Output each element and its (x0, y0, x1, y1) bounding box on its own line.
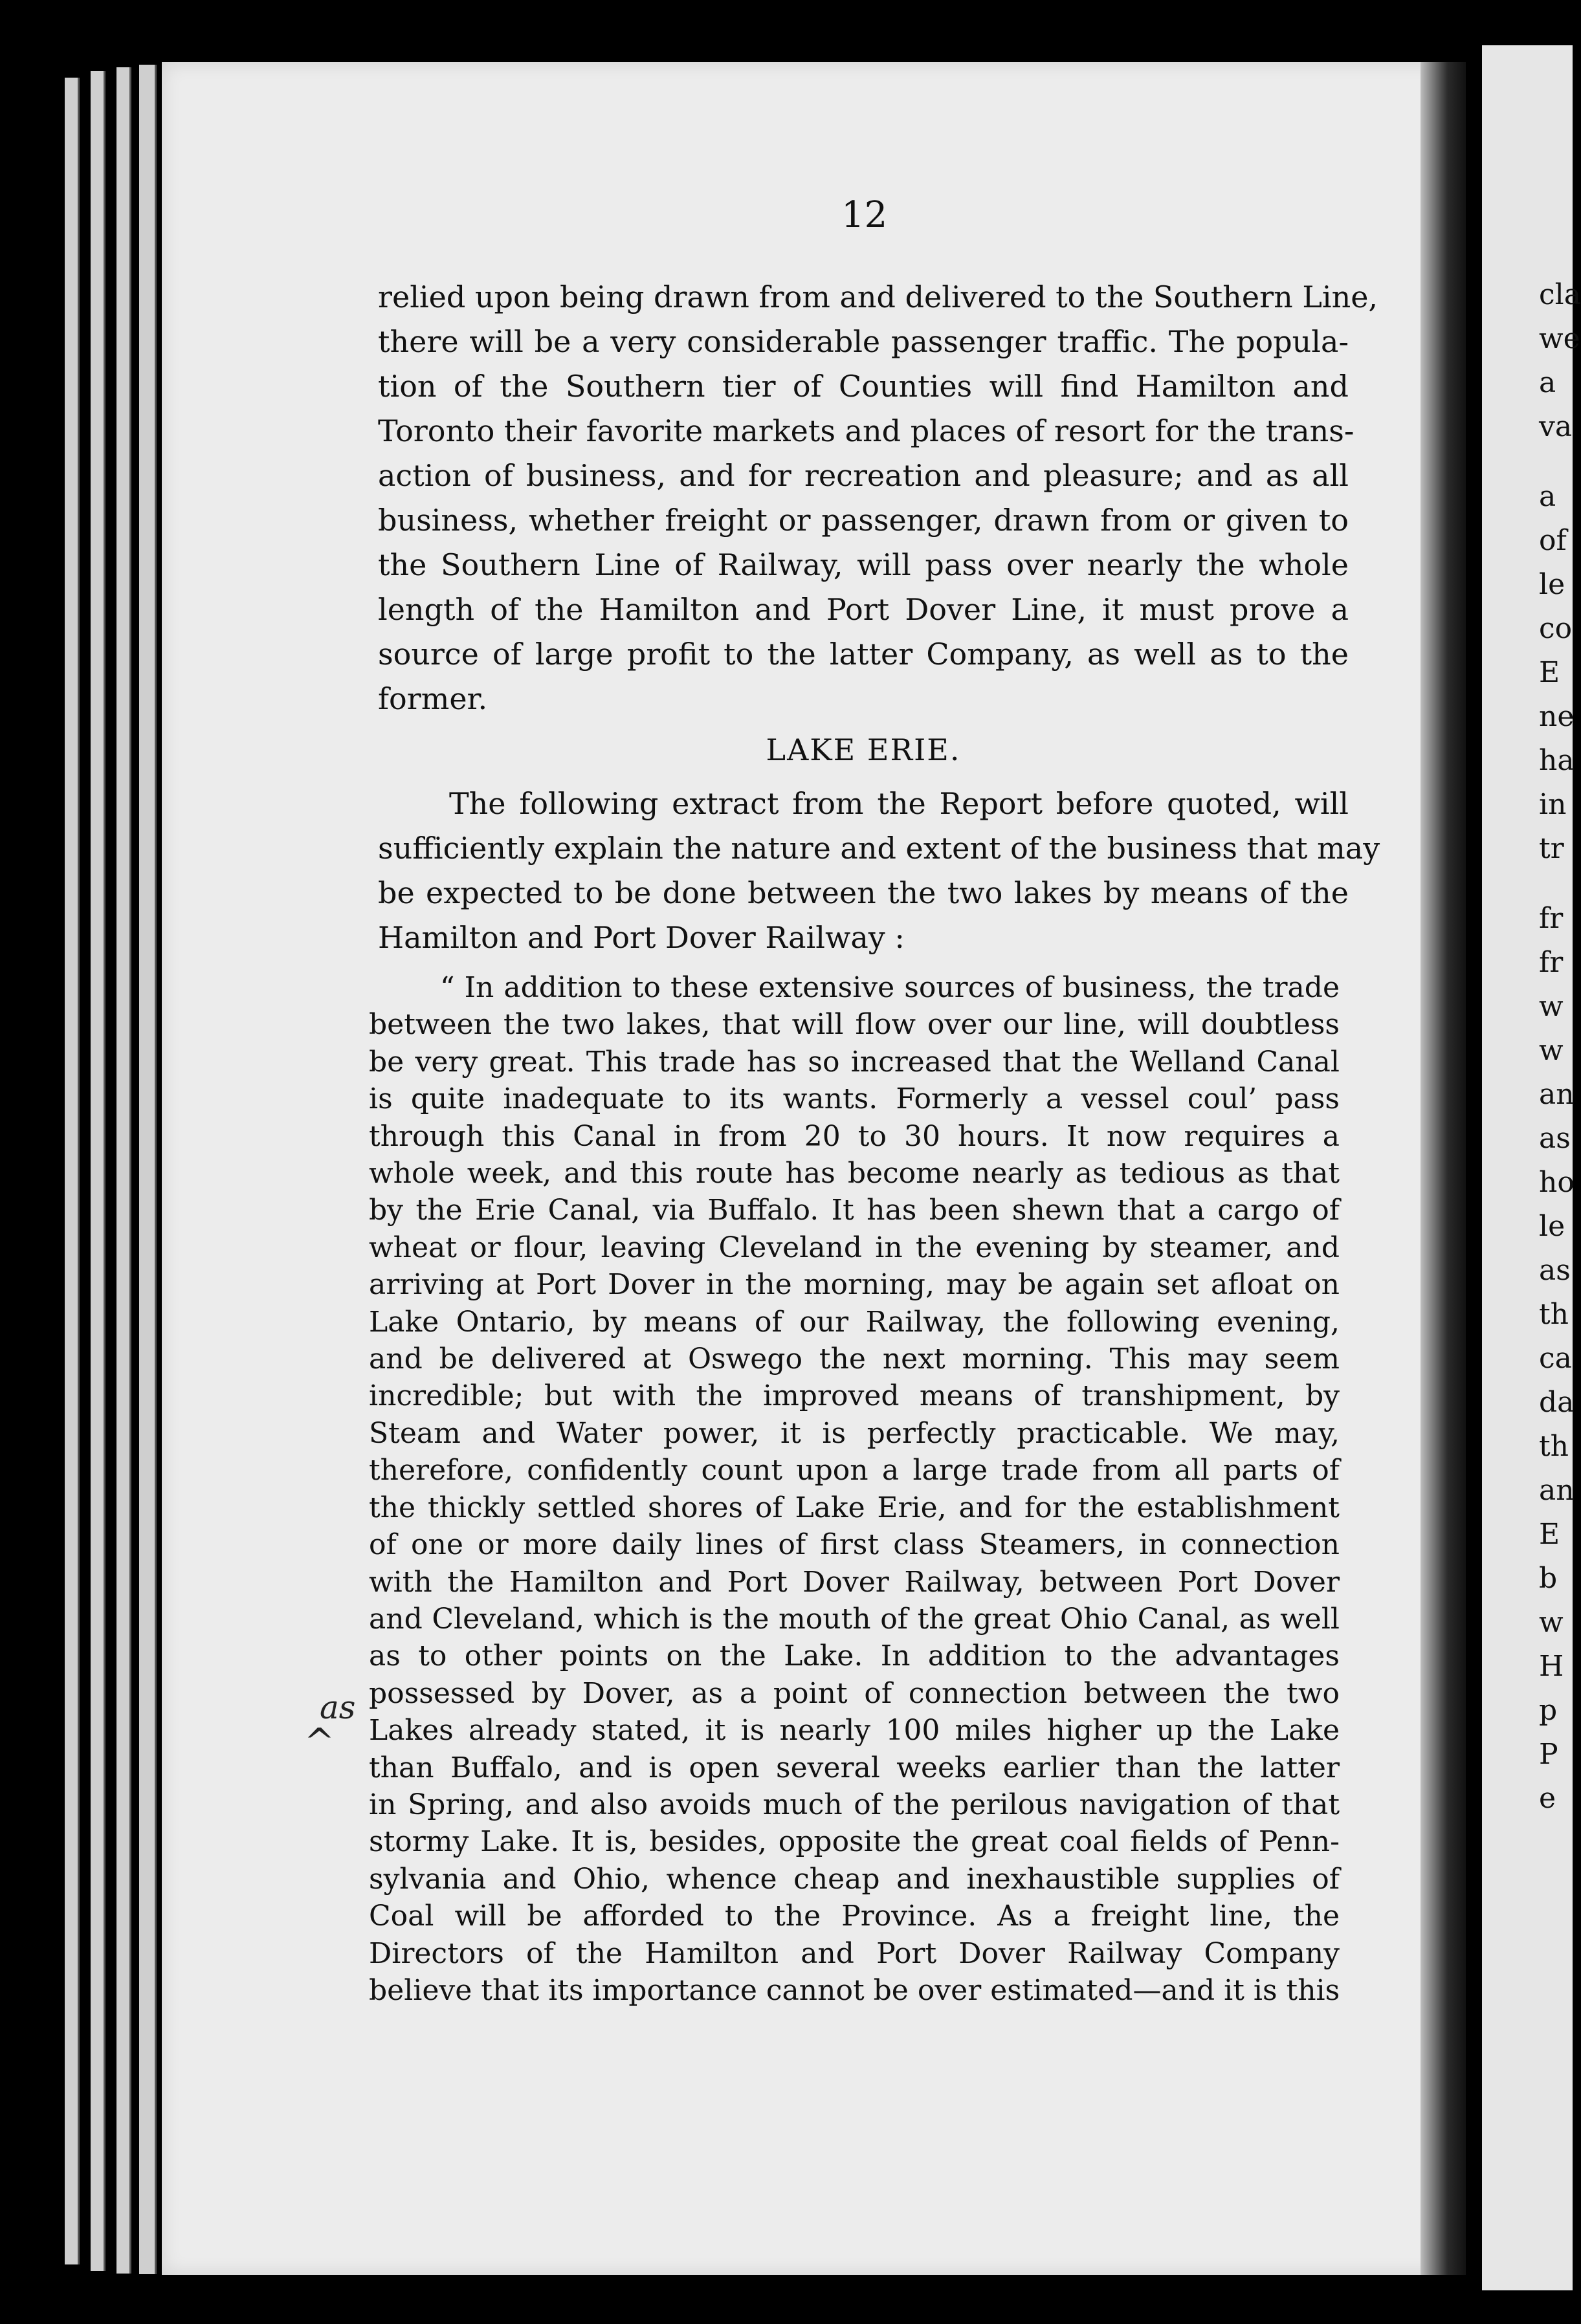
facing-page-fragment: da (1539, 1386, 1575, 1419)
quote-line: therefore, confidently count upon a large trade from all parts of (369, 1454, 1340, 1487)
text-line: length of the Hamilton and Port Dover Line, it must prove a (378, 592, 1349, 627)
facing-page-fragment: le (1539, 1210, 1565, 1243)
facing-page-fragment: in (1539, 788, 1567, 821)
facing-page-fragment: tr (1539, 832, 1564, 865)
intro-paragraph (378, 782, 1380, 960)
page-gutter (1421, 62, 1466, 2275)
quoted-extract (369, 969, 1340, 2009)
facing-page-fragment: e (1539, 1782, 1556, 1815)
page-edge-1 (65, 78, 80, 2264)
facing-page-fragment: w (1539, 990, 1564, 1023)
facing-page-fragment: as (1539, 1254, 1571, 1287)
main-paragraph (378, 275, 1378, 721)
quote-line: Directors of the Hamilton and Port Dover Railway Company (369, 1936, 1340, 1970)
facing-page-fragment: a (1539, 366, 1556, 399)
quote-line: through this Canal in from 20 to 30 hours. It now requires a (369, 1119, 1340, 1153)
facing-page-fragment: ha (1539, 744, 1575, 777)
quote-line: stormy Lake. It is, besides, opposite the great coal fields of Penn- (369, 1825, 1340, 1859)
quote-line: between the two lakes, that will flow over our line, will doubtless (369, 1008, 1340, 1042)
page-edge-4 (139, 65, 157, 2274)
facing-page-fragment: b (1539, 1562, 1558, 1595)
text-line: former. (378, 681, 488, 716)
text-line: sufficiently explain the nature and extent of the business that may (378, 831, 1380, 866)
quote-line: and Cleveland, which is the mouth of the great Ohio Canal, as well (369, 1602, 1340, 1636)
quote-line: possessed by Dover, as a point of connection between the two (369, 1676, 1340, 1710)
page-edge-2 (91, 71, 105, 2271)
facing-page (1482, 45, 1581, 2290)
quote-line: arriving at Port Dover in the morning, may be again set afloat on (369, 1268, 1340, 1302)
quote-line: of one or more daily lines of first class Steamers, in connection (369, 1528, 1340, 1562)
quote-line: be very great. This trade has so increased that the Welland Canal (369, 1045, 1340, 1079)
facing-page-fragment: of (1539, 524, 1567, 557)
facing-page-fragment: cla (1539, 278, 1581, 311)
text-line: relied upon being drawn from and delivered to the Southern Line, (378, 280, 1378, 314)
facing-page-fragment: an (1539, 1474, 1575, 1507)
facing-page-fragment: le (1539, 568, 1565, 601)
quote-line: and be delivered at Oswego the next morning. This may seem (369, 1343, 1340, 1376)
quote-line: than Buffalo, and is open several weeks earlier than the latter (369, 1751, 1340, 1784)
facing-page-fragment: ca (1539, 1342, 1572, 1375)
facing-page-fragment: as (1539, 1122, 1571, 1155)
facing-page-fragment: w (1539, 1606, 1564, 1639)
margin-annotation-caret: ^ (304, 1721, 335, 1763)
facing-page-fragment: p (1539, 1694, 1558, 1727)
quote-line: wheat or flour, leaving Cleveland in the evening by steamer, and (369, 1231, 1340, 1264)
text-line: be expected to be done between the two lakes by means of the (378, 875, 1349, 910)
facing-page-fragment: we (1539, 322, 1580, 355)
page-content (369, 275, 1380, 2009)
section-heading: LAKE ERIE. (766, 732, 961, 767)
quote-line: believe that its importance cannot be over estimated—and it is this (369, 1973, 1340, 2007)
facing-page-fragment: an (1539, 1078, 1575, 1111)
quote-line: with the Hamilton and Port Dover Railway, between Port Dover (369, 1565, 1340, 1599)
quote-line: Steam and Water power, it is perfectly practicable. We may, (369, 1416, 1340, 1450)
facing-page-fragment: E (1539, 656, 1560, 689)
text-line: source of large profit to the latter Company, as well as to the (378, 637, 1349, 672)
quote-line: Coal will be afforded to the Province. As a freight line, the (369, 1900, 1340, 1933)
facing-page-fragment: E (1539, 1518, 1560, 1551)
facing-page-fragment: ne (1539, 700, 1575, 733)
quote-line: in Spring, and also avoids much of the perilous navigation of that (369, 1788, 1340, 1821)
text-line: tion of the Southern tier of Counties will find Hamilton and (378, 369, 1349, 404)
quote-line: whole week, and this route has become nearly as tedious as that (369, 1157, 1340, 1190)
facing-page-fragment: th (1539, 1430, 1569, 1463)
quote-line: the thickly settled shores of Lake Erie, and for the establishment (369, 1491, 1340, 1524)
quote-line: is quite inadequate to its wants. Formerly a vessel coul’ pass (369, 1082, 1340, 1116)
facing-page-fragment: w (1539, 1034, 1564, 1067)
quote-line: “ In addition to these extensive sources of business, the trade (440, 971, 1340, 1004)
quote-line: as to other points on the Lake. In addition to the advantages (369, 1639, 1340, 1673)
text-line: action of business, and for recreation and pleasure; and as all (378, 458, 1349, 493)
text-line: the Southern Line of Railway, will pass over nearly the whole (378, 547, 1349, 582)
facing-page-fragment: th (1539, 1298, 1569, 1331)
facing-page-fragment: co (1539, 612, 1573, 645)
facing-page-fragment: a (1539, 480, 1556, 513)
text-line: business, whether freight or passenger, drawn from or given to (378, 503, 1349, 538)
quote-line: incredible; but with the improved means of transhipment, by (369, 1379, 1340, 1413)
text-line: The following extract from the Report before quoted, will (449, 786, 1349, 821)
facing-page-fragment: fr (1539, 902, 1564, 935)
quote-line: Lakes already stated, it is nearly 100 miles higher up the Lake (369, 1714, 1340, 1748)
facing-page-fragment: fr (1539, 946, 1564, 979)
page-edge-3 (116, 67, 131, 2274)
quote-line: by the Erie Canal, via Buffalo. It has been shewn that a cargo of (369, 1194, 1340, 1227)
facing-page-fragment: va (1539, 410, 1573, 443)
text-line: Toronto their favorite markets and places of resort for the trans- (378, 413, 1354, 448)
page-number: 12 (841, 194, 888, 236)
facing-page-fragment: H (1539, 1650, 1564, 1683)
text-line: Hamilton and Port Dover Railway : (378, 920, 905, 955)
quote-line: sylvania and Ohio, whence cheap and inexhaustible supplies of (369, 1862, 1340, 1896)
quote-line: Lake Ontario, by means of our Railway, the following evening, (369, 1305, 1340, 1339)
facing-page-fragment: P (1539, 1738, 1558, 1771)
facing-page-fragment: ho (1539, 1166, 1575, 1199)
text-line: there will be a very considerable passenger traffic. The popula- (378, 324, 1349, 359)
margin-annotation-as: as (320, 1689, 356, 1726)
